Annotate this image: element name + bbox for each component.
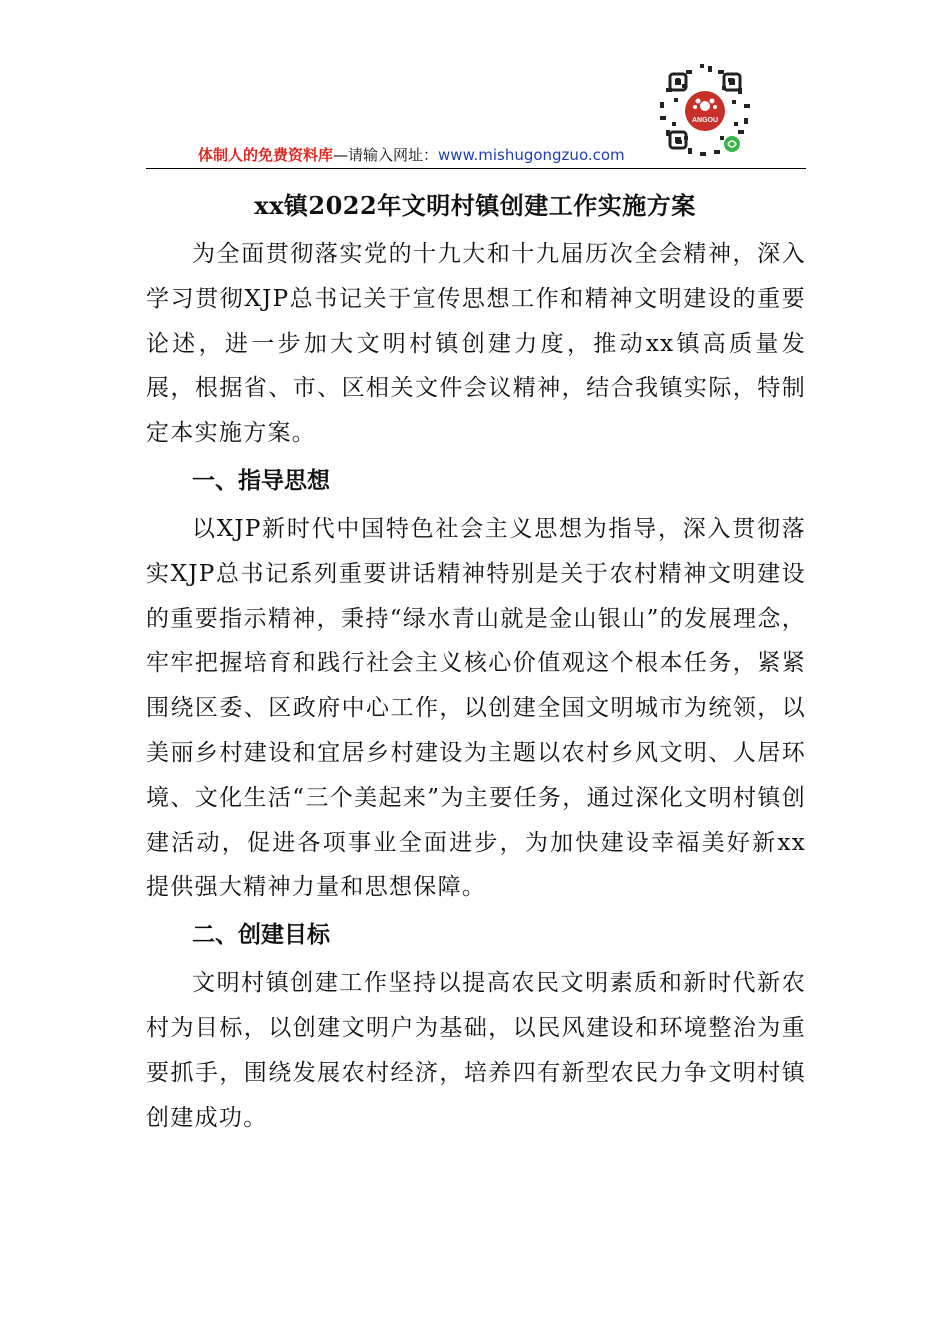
section-paragraph-guiding-ideology: 以XJP新时代中国特色社会主义思想为指导，深入贯彻落实XJP总书记系列重要讲话精神特别是关于农村精神文明建设的重要指示精神，秉持“绿水青山就是金山银山”的发展理念，牢牢把握培育和践行社会主义核心价值观这个根本任务，紧紧围绕区委、区政府中心工作，以创建全国文明城市为统领，以美丽乡村建设和宜居乡村建设为主题以农村乡风文明、人居环境、文化生活“三个美起来”为主要任务，通过深化文明村镇创建活动，促进各项事业全面进步，为加快建设幸福美好新xx提供强大精神力量和思想保障。 xyxy=(146,515,806,901)
site-url-link[interactable]: www.mishugongzuo.com xyxy=(438,146,625,164)
document-body xyxy=(146,232,806,1140)
section-heading-goals: 二、创建目标 xyxy=(192,922,330,949)
document-title: xx镇2022年文明村镇创建工作实施方案 xyxy=(254,191,696,220)
site-name: 体制人的免费资料库 xyxy=(198,146,334,164)
url-prompt: —请输入网址： xyxy=(333,146,439,164)
section-heading-guiding-ideology: 一、指导思想 xyxy=(192,467,330,494)
header-bar xyxy=(146,142,806,169)
section-paragraph-goals: 文明村镇创建工作坚持以提高农民文明素质和新时代新农村为目标，以创建文明户为基础，以民风建设和环境整治为重要抓手，围绕发展农村经济，培养四有新型农民力争文明村镇创建成功。 xyxy=(146,970,806,1131)
intro-paragraph: 为全面贯彻落实党的十九大和十九届历次全会精神，深入学习贯彻XJP总书记关于宣传思想工作和精神文明建设的重要论述，进一步加大文明村镇创建力度，推动xx镇高质量发展，根据省、市、区相关文件会议精神，结合我镇实际，特制定本实施方案。 xyxy=(146,241,806,447)
qr-logo-text: ANGOU xyxy=(691,117,719,124)
